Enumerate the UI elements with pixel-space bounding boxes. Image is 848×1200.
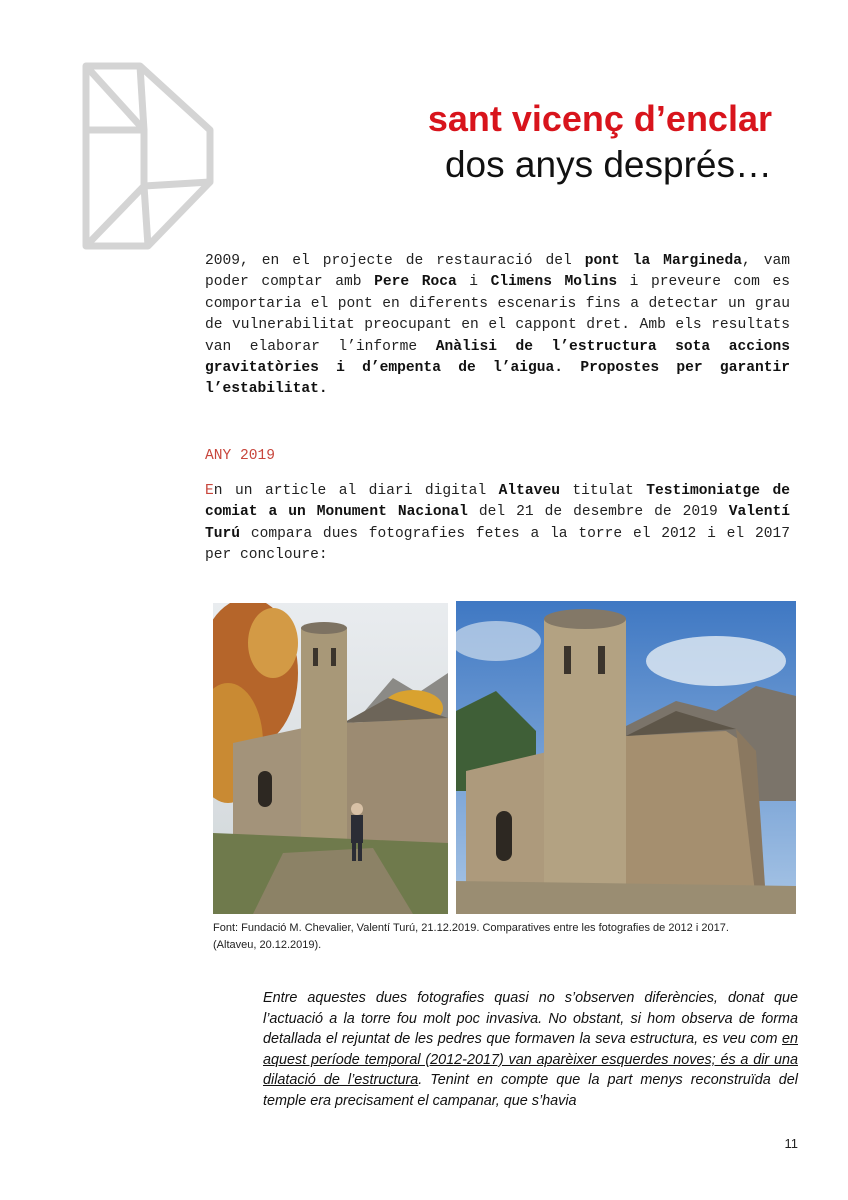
section-paragraph: En un article al diari digital Altaveu titulat Testimoniatge de comiat a un Monument Nacional del 21 de desembre de 2019 Valentí Turú compara dues fotografies fetes a la torre el 2012 i el 2017 per concloure:	[205, 483, 791, 564]
title-line-1: sant vicenç d’enclar	[427, 98, 772, 139]
stylized-d-outline-logo-icon	[82, 60, 214, 250]
intro-paragraph: 2009, en el projecte de restauració del pont la Margineda, vam poder comptar amb Pere Roca i Climens Molins i preveure com es comportaria el pont en diferents escenaris fins a detectar un grau de vulnerabilitat preocupant en el cappont dret. Amb els resultats van elaborar l’informe Anàlisi de l’estructura sota accions gravitatòries i d’empenta de l’aigua. Propostes per garantir l’estabilitat.	[205, 253, 791, 398]
photo-tower-2012	[213, 603, 448, 914]
title-line-2: dos anys després…	[444, 144, 772, 185]
quote-paragraph: Entre aquestes dues fotografies quasi no s’observen diferències, donat que l’actuació a la torre fou molt poc invasiva. No obstant, si hom observa de forma detallada el rejuntat de les pedres que formaven la seva estructura, es veu com en aquest període temporal (2012-2017) van aparèixer esquerdes noves; és a dir una dilatació de l’estructura. Tenint en compte que la part menys reconstruïda del temple era precisament el campanar, que s’havia	[263, 990, 798, 1109]
photo-tower-2017	[456, 601, 796, 914]
underlined-finding: en aquest període temporal (2012-2017) van aparèixer esquerdes noves; és a dir una dilatació de l’estructura	[263, 1031, 798, 1089]
photo-caption: Font: Fundació M. Chevalier, Valentí Turú, 21.12.2019. Comparatives entre les fotografies de 2012 i 2017. (Altaveu, 20.12.2019).	[213, 922, 729, 951]
page-number: 11	[784, 1136, 798, 1151]
section-heading: ANY 2019	[205, 448, 276, 464]
